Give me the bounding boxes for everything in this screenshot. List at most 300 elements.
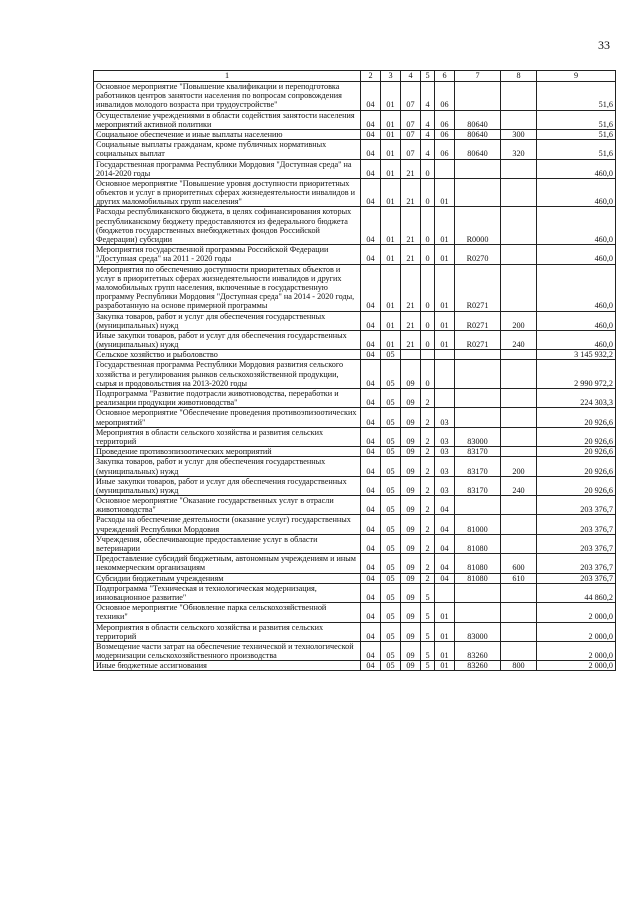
- amount: 2 000,0: [537, 661, 616, 671]
- code-subprogram: 5: [421, 661, 435, 671]
- code-program: 21: [401, 264, 421, 311]
- code-subprogram: 0: [421, 264, 435, 311]
- table-row: [94, 554, 616, 573]
- code-activity: 03: [435, 447, 455, 457]
- code-subprogram: 0: [421, 159, 435, 178]
- code-subprogram: [421, 350, 435, 360]
- code-subprogram: 5: [421, 603, 435, 622]
- table-row: [94, 534, 616, 553]
- code-ministry: 04: [361, 82, 381, 111]
- code-activity: [435, 360, 455, 389]
- table-row: [94, 264, 616, 311]
- code-activity: [435, 159, 455, 178]
- amount: 460,0: [537, 178, 616, 207]
- item-name: Расходы республиканского бюджета, в целях софинансирования которых республиканскому бюджету предоставляются из федерального бюджета (бюджетов государственных внебюджетных фондов Российской Федерации) субсидии: [94, 207, 361, 245]
- amount: 51,6: [537, 129, 616, 139]
- item-name: Подпрограмма "Техническая и технологическая модернизация, инновационное развитие": [94, 583, 361, 602]
- code-expense-type: 300: [501, 129, 537, 139]
- code-program: 09: [401, 360, 421, 389]
- item-name: Возмещение части затрат на обеспечение технической и технологической модернизации сельскохозяйственного производства: [94, 641, 361, 660]
- code-section: 05: [381, 661, 401, 671]
- item-name: Субсидии бюджетным учреждениям: [94, 573, 361, 583]
- code-ministry: 04: [361, 140, 381, 159]
- code-activity: 03: [435, 476, 455, 495]
- item-name: Государственная программа Республики Мордовия "Доступная среда" на 2014-2020 годы: [94, 159, 361, 178]
- code-section: 01: [381, 140, 401, 159]
- table-row: [94, 603, 616, 622]
- code-section: 05: [381, 603, 401, 622]
- amount: 460,0: [537, 330, 616, 349]
- code-direction: 83000: [455, 427, 501, 446]
- column-header: 3: [381, 71, 401, 82]
- code-activity: 01: [435, 178, 455, 207]
- item-name: Закупка товаров, работ и услуг для обеспечения государственных (муниципальных) нужд: [94, 311, 361, 330]
- code-activity: 01: [435, 641, 455, 660]
- code-section: 01: [381, 330, 401, 349]
- column-header: 2: [361, 71, 381, 82]
- budget-table: [93, 70, 616, 671]
- code-program: 09: [401, 447, 421, 457]
- code-expense-type: [501, 427, 537, 446]
- code-subprogram: 2: [421, 515, 435, 534]
- amount: 51,6: [537, 82, 616, 111]
- code-section: 05: [381, 408, 401, 427]
- code-expense-type: 610: [501, 573, 537, 583]
- code-program: 09: [401, 534, 421, 553]
- table-row: [94, 82, 616, 111]
- code-direction: 81080: [455, 573, 501, 583]
- code-program: 09: [401, 427, 421, 446]
- table-row: [94, 245, 616, 264]
- code-program: 21: [401, 330, 421, 349]
- table-row: [94, 408, 616, 427]
- code-program: 09: [401, 496, 421, 515]
- column-header: 4: [401, 71, 421, 82]
- item-name: Осуществление учреждениями в области содействия занятости населения мероприятий активной политики: [94, 110, 361, 129]
- code-program: 07: [401, 129, 421, 139]
- code-section: 01: [381, 110, 401, 129]
- item-name: Проведение противоэпизоотических мероприятий: [94, 447, 361, 457]
- code-activity: 01: [435, 330, 455, 349]
- amount: 2 990 972,2: [537, 360, 616, 389]
- code-section: 01: [381, 82, 401, 111]
- amount: 20 926,6: [537, 427, 616, 446]
- code-section: 05: [381, 476, 401, 495]
- table-row: [94, 496, 616, 515]
- code-expense-type: [501, 496, 537, 515]
- item-name: Мероприятия в области сельского хозяйства и развития сельских территорий: [94, 622, 361, 641]
- code-direction: R0270: [455, 245, 501, 264]
- table-row: [94, 427, 616, 446]
- code-direction: 83260: [455, 641, 501, 660]
- code-program: 09: [401, 573, 421, 583]
- code-activity: [435, 583, 455, 602]
- item-name: Основное мероприятие "Повышение уровня доступности приоритетных объектов и услуг в приоритетных сферах жизнедеятельности инвалидов и других маломобильных групп населения": [94, 178, 361, 207]
- amount: 20 926,6: [537, 408, 616, 427]
- code-expense-type: [501, 360, 537, 389]
- code-activity: 01: [435, 245, 455, 264]
- code-activity: 01: [435, 264, 455, 311]
- code-expense-type: [501, 350, 537, 360]
- code-subprogram: 2: [421, 447, 435, 457]
- code-section: 05: [381, 622, 401, 641]
- code-ministry: 04: [361, 476, 381, 495]
- table-row: [94, 360, 616, 389]
- code-program: 09: [401, 622, 421, 641]
- code-subprogram: 2: [421, 573, 435, 583]
- amount: 203 376,7: [537, 573, 616, 583]
- code-expense-type: 800: [501, 661, 537, 671]
- code-expense-type: [501, 515, 537, 534]
- code-ministry: 04: [361, 159, 381, 178]
- code-direction: 83170: [455, 476, 501, 495]
- code-subprogram: 2: [421, 534, 435, 553]
- code-activity: [435, 350, 455, 360]
- code-direction: [455, 159, 501, 178]
- code-activity: 01: [435, 311, 455, 330]
- code-ministry: 04: [361, 264, 381, 311]
- code-section: 05: [381, 447, 401, 457]
- code-program: 21: [401, 178, 421, 207]
- table-row: [94, 350, 616, 360]
- code-subprogram: 5: [421, 641, 435, 660]
- item-name: Учреждения, обеспечивающие предоставление услуг в области ветеринарии: [94, 534, 361, 553]
- code-subprogram: 0: [421, 207, 435, 245]
- code-ministry: 04: [361, 583, 381, 602]
- code-direction: [455, 583, 501, 602]
- code-section: 05: [381, 350, 401, 360]
- column-header: 5: [421, 71, 435, 82]
- code-direction: R0271: [455, 264, 501, 311]
- code-expense-type: 200: [501, 457, 537, 476]
- item-name: Иные закупки товаров, работ и услуг для обеспечения государственных (муниципальных) нужд: [94, 476, 361, 495]
- amount: 2 000,0: [537, 641, 616, 660]
- code-expense-type: [501, 245, 537, 264]
- code-program: 09: [401, 554, 421, 573]
- amount: 460,0: [537, 264, 616, 311]
- code-section: 05: [381, 573, 401, 583]
- column-header: 8: [501, 71, 537, 82]
- code-expense-type: 240: [501, 476, 537, 495]
- amount: 51,6: [537, 140, 616, 159]
- table-row: [94, 661, 616, 671]
- code-program: 09: [401, 389, 421, 408]
- column-header: 1: [94, 71, 361, 82]
- code-direction: [455, 82, 501, 111]
- code-program: 09: [401, 603, 421, 622]
- code-section: 01: [381, 159, 401, 178]
- item-name: Расходы на обеспечение деятельности (оказание услуг) государственных учреждений Республики Мордовия: [94, 515, 361, 534]
- code-subprogram: 2: [421, 457, 435, 476]
- code-direction: R0271: [455, 311, 501, 330]
- code-subprogram: 2: [421, 427, 435, 446]
- code-section: 05: [381, 496, 401, 515]
- amount: 3 145 932,2: [537, 350, 616, 360]
- code-activity: 01: [435, 661, 455, 671]
- code-section: 05: [381, 360, 401, 389]
- item-name: Подпрограмма "Развитие подотрасли животноводства, переработки и реализации продукции животноводства": [94, 389, 361, 408]
- table-row: [94, 447, 616, 457]
- code-ministry: 04: [361, 360, 381, 389]
- code-ministry: 04: [361, 207, 381, 245]
- table-row: [94, 330, 616, 349]
- code-program: 09: [401, 457, 421, 476]
- code-direction: 81000: [455, 515, 501, 534]
- item-name: Предоставление субсидий бюджетным, автономным учреждениям и иным некоммерческим организациям: [94, 554, 361, 573]
- code-ministry: 04: [361, 573, 381, 583]
- code-direction: 80640: [455, 129, 501, 139]
- code-ministry: 04: [361, 641, 381, 660]
- code-program: 09: [401, 476, 421, 495]
- code-section: 05: [381, 641, 401, 660]
- code-direction: 83000: [455, 622, 501, 641]
- code-section: 05: [381, 427, 401, 446]
- table-row: [94, 159, 616, 178]
- item-name: Социальные выплаты гражданам, кроме публичных нормативных социальных выплат: [94, 140, 361, 159]
- code-expense-type: [501, 207, 537, 245]
- item-name: Мероприятия государственной программы Российской Федерации "Доступная среда" на 2011 - 2020 годы: [94, 245, 361, 264]
- amount: 20 926,6: [537, 457, 616, 476]
- code-program: 09: [401, 641, 421, 660]
- code-activity: 06: [435, 129, 455, 139]
- code-ministry: 04: [361, 622, 381, 641]
- code-program: 07: [401, 82, 421, 111]
- code-subprogram: 2: [421, 408, 435, 427]
- amount: 44 860,2: [537, 583, 616, 602]
- code-direction: [455, 389, 501, 408]
- item-name: Государственная программа Республики Мордовия развития сельского хозяйства и регулирования рынков сельскохозяйственной продукции, сырья и продовольствия на 2013-2020 годы: [94, 360, 361, 389]
- code-ministry: 04: [361, 603, 381, 622]
- code-direction: R0000: [455, 207, 501, 245]
- table-row: [94, 476, 616, 495]
- code-activity: 03: [435, 427, 455, 446]
- code-program: 21: [401, 245, 421, 264]
- code-activity: 04: [435, 496, 455, 515]
- code-ministry: 04: [361, 178, 381, 207]
- code-expense-type: [501, 389, 537, 408]
- code-section: 05: [381, 583, 401, 602]
- column-header: 6: [435, 71, 455, 82]
- column-header: 7: [455, 71, 501, 82]
- table-body: [94, 82, 616, 671]
- table-row: [94, 622, 616, 641]
- amount: 460,0: [537, 311, 616, 330]
- code-activity: 04: [435, 554, 455, 573]
- code-expense-type: [501, 603, 537, 622]
- code-direction: 83260: [455, 661, 501, 671]
- table-row: [94, 110, 616, 129]
- table-row: [94, 178, 616, 207]
- code-expense-type: [501, 622, 537, 641]
- code-activity: 06: [435, 82, 455, 111]
- code-ministry: 04: [361, 389, 381, 408]
- code-section: 01: [381, 264, 401, 311]
- amount: 203 376,7: [537, 515, 616, 534]
- code-subprogram: 2: [421, 389, 435, 408]
- code-section: 01: [381, 178, 401, 207]
- code-expense-type: [501, 447, 537, 457]
- code-direction: R0271: [455, 330, 501, 349]
- code-direction: 83170: [455, 457, 501, 476]
- amount: 203 376,7: [537, 496, 616, 515]
- item-name: Сельское хозяйство и рыболовство: [94, 350, 361, 360]
- code-program: 07: [401, 140, 421, 159]
- code-ministry: 04: [361, 661, 381, 671]
- table-row: [94, 573, 616, 583]
- code-direction: 80640: [455, 110, 501, 129]
- code-program: 09: [401, 583, 421, 602]
- code-subprogram: 2: [421, 496, 435, 515]
- code-subprogram: 4: [421, 110, 435, 129]
- code-direction: [455, 178, 501, 207]
- code-activity: 06: [435, 110, 455, 129]
- code-subprogram: 0: [421, 311, 435, 330]
- amount: 20 926,6: [537, 476, 616, 495]
- code-direction: 80640: [455, 140, 501, 159]
- code-ministry: 04: [361, 427, 381, 446]
- item-name: Мероприятия по обеспечению доступности приоритетных объектов и услуг в приоритетных сферах жизнедеятельности инвалидов и других маломобильных групп населения, включенные в государственную программу Республики Мордовия "Доступная среда" на 2014 - 2020 годы, разработанную на основе примерной программы: [94, 264, 361, 311]
- code-ministry: 04: [361, 457, 381, 476]
- code-section: 01: [381, 245, 401, 264]
- header-row: [94, 71, 616, 82]
- code-activity: 04: [435, 534, 455, 553]
- code-ministry: 04: [361, 496, 381, 515]
- amount: 460,0: [537, 159, 616, 178]
- table-row: [94, 457, 616, 476]
- code-section: 05: [381, 534, 401, 553]
- code-ministry: 04: [361, 129, 381, 139]
- table-row: [94, 140, 616, 159]
- page-number: 33: [598, 38, 610, 52]
- amount: 20 926,6: [537, 447, 616, 457]
- code-subprogram: 4: [421, 82, 435, 111]
- code-subprogram: 0: [421, 330, 435, 349]
- code-ministry: 04: [361, 311, 381, 330]
- table-row: [94, 515, 616, 534]
- code-expense-type: 240: [501, 330, 537, 349]
- code-direction: [455, 408, 501, 427]
- code-direction: 83170: [455, 447, 501, 457]
- code-program: 09: [401, 515, 421, 534]
- code-expense-type: 320: [501, 140, 537, 159]
- item-name: Закупка товаров, работ и услуг для обеспечения государственных (муниципальных) нужд: [94, 457, 361, 476]
- code-expense-type: 200: [501, 311, 537, 330]
- column-header: 9: [537, 71, 616, 82]
- code-subprogram: 2: [421, 476, 435, 495]
- table-row: [94, 207, 616, 245]
- code-subprogram: 0: [421, 178, 435, 207]
- code-program: 07: [401, 110, 421, 129]
- code-ministry: 04: [361, 408, 381, 427]
- amount: 460,0: [537, 207, 616, 245]
- code-expense-type: [501, 534, 537, 553]
- table-row: [94, 311, 616, 330]
- amount: 203 376,7: [537, 554, 616, 573]
- code-program: 21: [401, 311, 421, 330]
- code-ministry: 04: [361, 515, 381, 534]
- code-program: 21: [401, 159, 421, 178]
- code-activity: 03: [435, 408, 455, 427]
- code-ministry: 04: [361, 110, 381, 129]
- code-expense-type: [501, 583, 537, 602]
- table-row: [94, 389, 616, 408]
- code-subprogram: 0: [421, 245, 435, 264]
- table-row: [94, 641, 616, 660]
- item-name: Иные бюджетные ассигнования: [94, 661, 361, 671]
- code-subprogram: 5: [421, 583, 435, 602]
- code-program: 21: [401, 207, 421, 245]
- code-activity: [435, 389, 455, 408]
- code-ministry: 04: [361, 330, 381, 349]
- code-expense-type: [501, 641, 537, 660]
- code-direction: [455, 603, 501, 622]
- code-subprogram: 4: [421, 140, 435, 159]
- code-expense-type: [501, 159, 537, 178]
- code-ministry: 04: [361, 534, 381, 553]
- code-section: 01: [381, 311, 401, 330]
- code-activity: 01: [435, 207, 455, 245]
- code-program: 09: [401, 661, 421, 671]
- code-direction: 81080: [455, 534, 501, 553]
- code-activity: 03: [435, 457, 455, 476]
- item-name: Основное мероприятие "Обеспечение проведения противоэпизоотических мероприятий": [94, 408, 361, 427]
- item-name: Основное мероприятие "Повышение квалификации и переподготовка работников центров занятости населения по вопросам сопровождения инвалидов молодого возраста при трудоустройстве": [94, 82, 361, 111]
- code-expense-type: [501, 408, 537, 427]
- table-row: [94, 129, 616, 139]
- code-subprogram: 5: [421, 622, 435, 641]
- table-row: [94, 583, 616, 602]
- code-ministry: 04: [361, 447, 381, 457]
- code-expense-type: [501, 82, 537, 111]
- code-expense-type: [501, 264, 537, 311]
- code-section: 05: [381, 457, 401, 476]
- code-section: 01: [381, 207, 401, 245]
- code-activity: 04: [435, 515, 455, 534]
- code-expense-type: [501, 110, 537, 129]
- code-ministry: 04: [361, 350, 381, 360]
- amount: 2 000,0: [537, 622, 616, 641]
- code-activity: 01: [435, 603, 455, 622]
- code-direction: 81080: [455, 554, 501, 573]
- amount: 224 303,3: [537, 389, 616, 408]
- code-section: 05: [381, 389, 401, 408]
- code-ministry: 04: [361, 245, 381, 264]
- item-name: Социальное обеспечение и иные выплаты населению: [94, 129, 361, 139]
- code-ministry: 04: [361, 554, 381, 573]
- code-direction: [455, 496, 501, 515]
- code-section: 05: [381, 515, 401, 534]
- code-subprogram: 4: [421, 129, 435, 139]
- amount: 203 376,7: [537, 534, 616, 553]
- item-name: Иные закупки товаров, работ и услуг для обеспечения государственных (муниципальных) нужд: [94, 330, 361, 349]
- amount: 2 000,0: [537, 603, 616, 622]
- code-expense-type: 600: [501, 554, 537, 573]
- code-activity: 01: [435, 622, 455, 641]
- item-name: Мероприятия в области сельского хозяйства и развития сельских территорий: [94, 427, 361, 446]
- code-section: 05: [381, 554, 401, 573]
- amount: 460,0: [537, 245, 616, 264]
- code-activity: 06: [435, 140, 455, 159]
- code-subprogram: 0: [421, 360, 435, 389]
- code-section: 01: [381, 129, 401, 139]
- item-name: Основное мероприятие "Обновление парка сельскохозяйственной техники": [94, 603, 361, 622]
- amount: 51,6: [537, 110, 616, 129]
- code-program: [401, 350, 421, 360]
- code-direction: [455, 350, 501, 360]
- code-expense-type: [501, 178, 537, 207]
- code-activity: 04: [435, 573, 455, 583]
- code-program: 09: [401, 408, 421, 427]
